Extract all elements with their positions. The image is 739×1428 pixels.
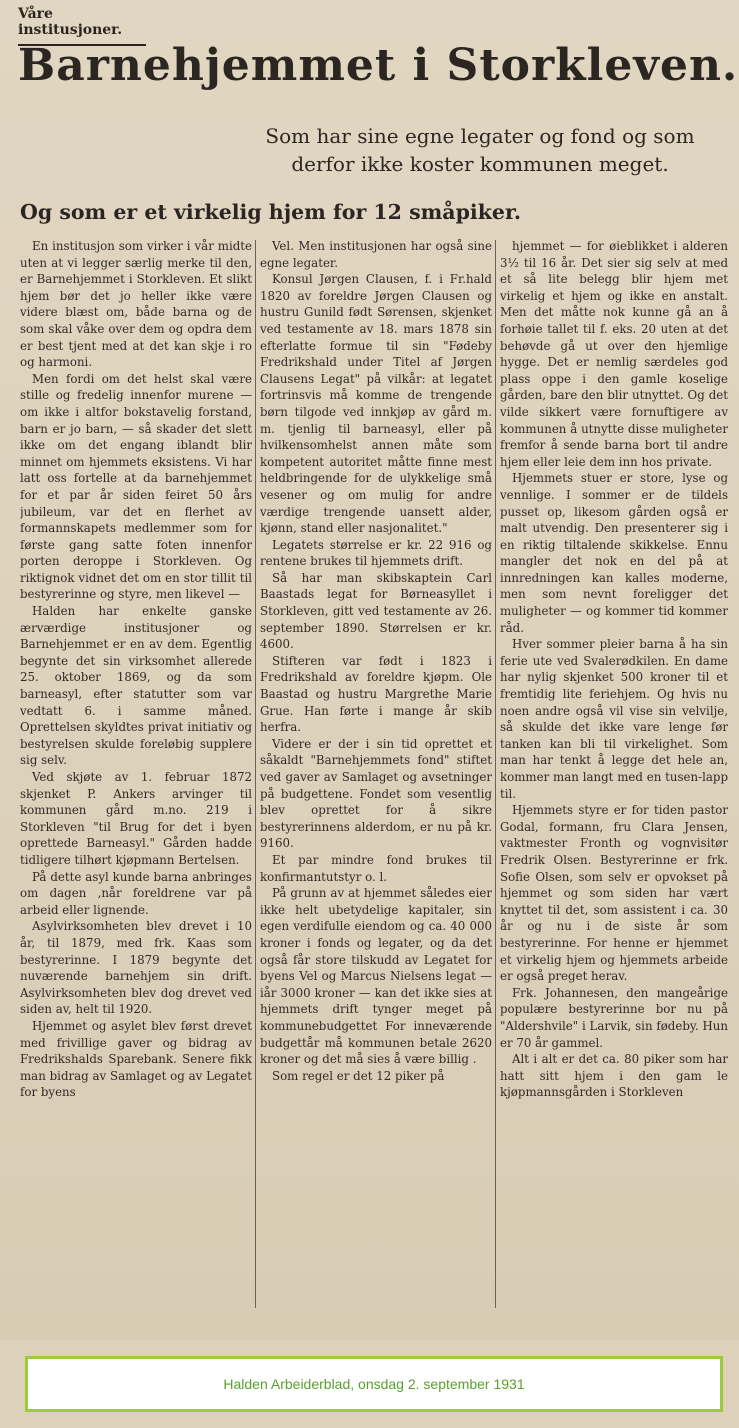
headline: Barnehjemmet i Storkleven. (18, 40, 739, 91)
article-paragraph: Men fordi om det helst skal være stille og fredelig innenfor murene — om ikke i altfor bokstavelig forstand, barn er jo barn, — så skader det slett ikke om det engang iblandt blir minnet om hjemmets eksistens. Vi har latt oss fortelle at da barnehjemmet for et par år siden feiret 50 års jubileum, var det en flerhet av formannskapets medlemmer som for første gang satte foten innenfor porten deroppe i Storkleven. Og riktignok vidnet det om en stor tillit til bestyrerinne og styre, men likevel — (20, 371, 252, 602)
article-paragraph: Videre er der i sin tid oprettet et såkaldt "Barnehjemmets fond" stiftet ved gaver av Samlaget og avsetninger på budgettene. Fondet som vesentlig blev oprettet for å sikre bestyrerinnens alderdom, er nu på kr. 9160. (260, 736, 492, 851)
article-paragraph: Som regel er det 12 piker på (272, 1068, 445, 1083)
article-paragraph: hjemmet — for øieblikket i alderen 3½ til 16 år. Det sier sig selv at med et så lite belegg blir hjem met virkelig et hjem og ikke en anstalt. Men det måtte nok kunne gå an å forhøie tallet til f. eks. 20 uten at det behøvde gå ut over den hjemlige hygge. Det er nemlig særdeles god plass oppe i den gamle koselige gården, bare den blir utnyttet. Og det vilde sikkert være fornuftigere av kommunen å utnytte disse muligheter fremfor å sende barna bort til andre hjem eller leie dem inn hos private. (500, 239, 728, 469)
source-caption-box (25, 1356, 723, 1412)
article-column-2 (260, 238, 492, 1308)
article-column-1 (20, 238, 252, 1308)
article-paragraph: Hver sommer pleier barna å ha sin ferie ute ved Svalerødkilen. En dame har nylig skjenket 500 kroner til et fremtidig lite feriehjem. Og hvis nu noen andre også vil vise sin velvilje, så skulde det ikke vare lenge før tanken kan bli til virkelighet. Som man har tenkt å legge det hele an, kommer man langt med en tusen-lapp til. (500, 637, 728, 801)
article-paragraph: Vel. Men institusjonen har også sine egne legater. (260, 239, 492, 270)
article-paragraph: Et par mindre fond brukes til konfirmantutstyr o. l. (260, 852, 492, 884)
article-column-3 (500, 238, 728, 1308)
article-paragraph: Hjemmets styre er for tiden pastor Godal, formann, fru Clara Jensen, vaktmester Fronth og vognvisitør Fredrik Olsen. Bestyrerinne er frk. Sofie Olsen, som selv er opvokset på hjemmet og som siden har vært knyttet til det, som assistent i ca. 30 år og nu i de siste år som bestyrerinne. For henne er hjemmet et virkelig hjem og hjemmets arbeide er også preget herav. (500, 803, 728, 984)
section-label: Våre institusjoner. (18, 6, 146, 46)
subheadline-line-1: Som har sine egne legater og fond og som (265, 124, 695, 148)
column-divider (255, 240, 256, 1308)
article-paragraph: På dette asyl kunde barna anbringes om dagen ,når foreldrene var på arbeid eller lignende. (20, 869, 252, 917)
column-divider (495, 240, 496, 1308)
article-paragraph: Ved skjøte av 1. februar 1872 skjenket P. Ankers arvinger til kommunen gård m.no. 219 i Storkleven "til Brug for det i byen oprettede Barneasyl." Gården hadde tidligere tilhørt kjøpmann Bertelsen. (20, 770, 252, 867)
article-paragraph: Alt i alt er det ca. 80 piker som har hatt sitt hjem i den gam le kjøpmannsgården i Storkleven (500, 1052, 728, 1100)
article-paragraph: Så har man skibskaptein Carl Baastads legat for Børneasyllet i Storkleven, gitt ved testamente av 26. september 1890. Størrelsen er kr. 4600. (260, 570, 492, 652)
subheadline-line-2: derfor ikke koster kommunen meget. (291, 152, 669, 176)
article-paragraph: Hjemmet og asylet blev først drevet med frivillige gaver og bidrag av Fredrikshalds Sparebank. Senere fikk man bidrag av Samlaget og av Legatet for byens (20, 1018, 252, 1100)
article-paragraph: Hjemmets stuer er store, lyse og vennlige. I sommer er de tildels pusset op, likesom gården også er malt utvendig. Den presenterer sig i en riktig tiltalende skikkelse. Ennu mangler det nok en del på at innredningen kan kalles moderne, men som nevnt foreligger det muligheter — og kommer tid kommer råd. (500, 471, 728, 635)
article-paragraph: På grunn av at hjemmet således eier ikke helt ubetydelige kapitaler, sin egen verdifulle eiendom og ca. 40 000 kroner i fonds og legater, og da det også får store tilskudd av Legatet for byens Vel og Marcus Nielsens legat — iår 3000 kroner — kan det ikke sies at hjemmets drift tynger meget på kommunebudgettet For inneværende budgettår må kommunen betale 2620 kroner og det må sies å være billig . (260, 886, 492, 1067)
source-caption: Halden Arbeiderblad, onsdag 2. september 1931 (223, 1376, 525, 1392)
article-paragraph: Konsul Jørgen Clausen, f. i Fr.hald 1820 av foreldre Jørgen Clausen og hustru Gunild født Sørensen, skjenket ved testamente av 18. mars 1878 sin efterlatte formue til sin "Fødeby Fredrikshald under Titel af Jørgen Clausens Legat" på vilkår: at legatet fortrinsvis må komme de trengende børn tilgode ved innkjøp av gård m. m. tjenlig til barneasyl, eller på hvilkensomhelst annen måte som kompetent autoritet måtte finne mest heldbringende for de ulykkelige små vesener og om mulig for andre værdige trengende uansett alder, kjønn, stand eller nasjonalitet." (260, 272, 492, 536)
article-paragraph: Asylvirksomheten blev drevet i 10 år, til 1879, med frk. Kaas som bestyrerinne. I 1879 begynte det nuværende barnehjem sin drift. Asylvirksomheten blev dog drevet ved siden av, helt til 1920. (20, 919, 252, 1017)
article-paragraph: Frk. Johannesen, den mangeårige populære bestyrerinne bor nu på "Aldershvile" i Larvik, sin fødeby. Hun er 70 år gammel. (500, 985, 728, 1050)
article-paragraph: Stifteren var født i 1823 i Fredrikshald av foreldre kjøpm. Ole Baastad og hustru Margrethe Marie Grue. Han førte i mange år skib herfra. (260, 653, 492, 735)
secondary-headline: Og som er et virkelig hjem for 12 småpiker. (20, 200, 522, 224)
article-paragraph: Legatets størrelse er kr. 22 916 og rentene brukes til hjemmets drift. (260, 537, 492, 569)
subheadline (230, 122, 730, 178)
article-paragraph: Halden har enkelte ganske ærværdige institusjoner og Barnehjemmet er en av dem. Egentlig begynte det sin virksomhet allerede 25. oktober 1869, og da som barneasyl, efter statutter som var vedtatt 6. i samme måned. Oprettelsen skyldtes privat initiativ og bestyrelsen skulde foreløbig supplere sig selv. (20, 604, 252, 768)
article-paragraph: En institusjon som virker i vår midte uten at vi legger særlig merke til den, er Barnehjemmet i Storkleven. Et slikt hjem bør det jo heller ikke være videre blæst om, både barna og de som skal våke over dem og opdra dem er best tjent med at det kan skje i ro og harmoni. (20, 239, 252, 370)
